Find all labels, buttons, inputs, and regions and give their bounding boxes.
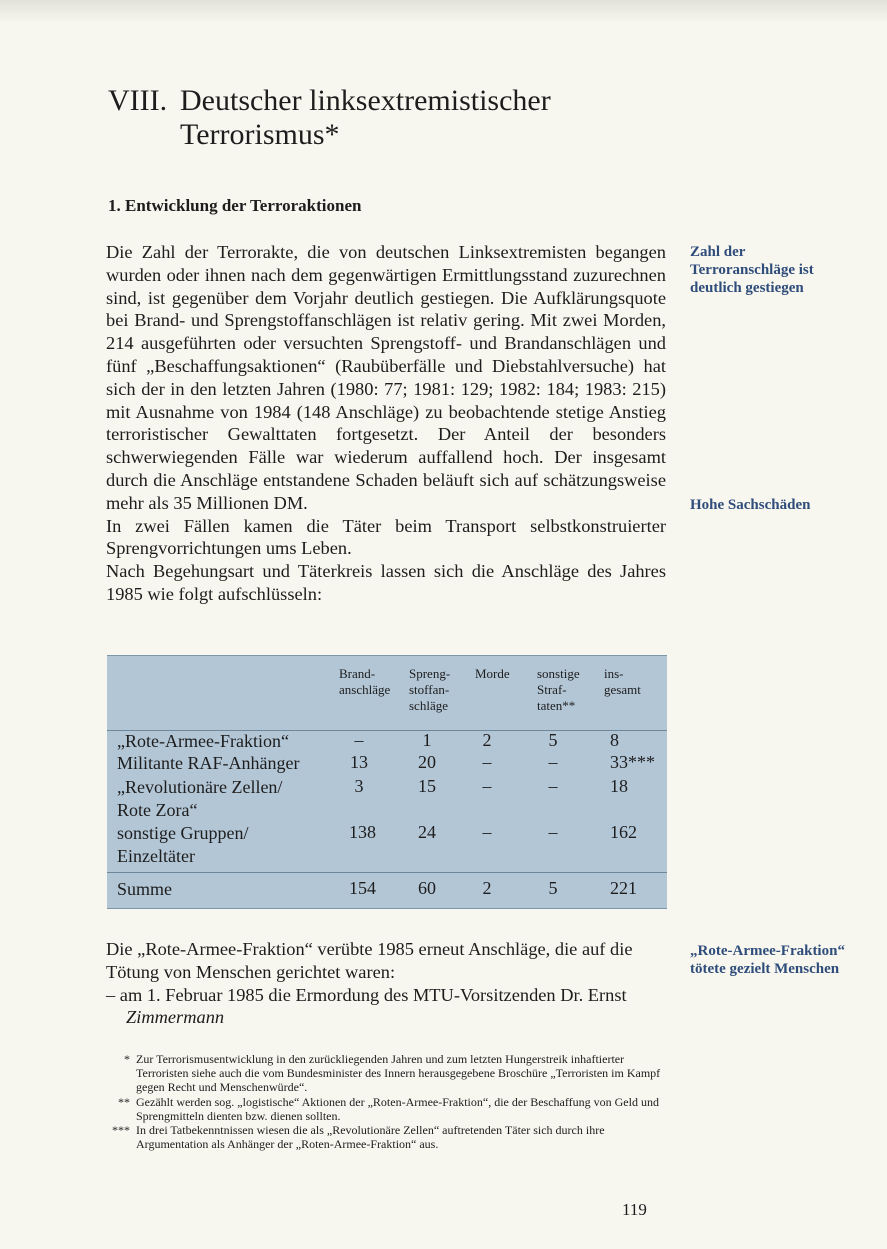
total-explosives: 60 <box>418 878 436 898</box>
cell-arson: 13 <box>350 752 368 772</box>
paragraph: Die Zahl der Terrorakte, die von deutschen Linksextremisten begangen wurden oder ihnen nach dem gegenwärtigen Ermittlungsstand zuzurechnen sind, ist gegenüber dem Vorjahr deutlich gestiegen. Die Aufklärungsquote bei Brand- und Sprengstoffanschlägen ist relativ gering. Mit zwei Morden, 214 ausgeführten oder versuchten Sprengstoff- und Brandanschlägen und fünf „Beschaffungsaktionen“ (Raubüberfälle und Diebstahlversuche) hat sich der in den letzten Jahren (1980: 77; 1981: 129; 1982: 184; 1983: 215) mit Ausnahme von 1984 (148 Anschläge) zu beobachtende stetige Anstieg terroristischer Gewalttaten fortgesetzt. Der Anteil der besonders schwerwiegenden Fälle war wiederum auffallend hoch. Der insgesamt durch die Anschläge entstandene Schaden beläuft sich auf schätzungsweise mehr als 35 Millionen DM. <box>106 242 666 513</box>
total-murders: 2 <box>482 878 492 898</box>
cell-explosives: 24 <box>418 822 436 842</box>
cell-other: – <box>548 776 558 796</box>
statistics-table <box>107 655 667 909</box>
cell-other: – <box>548 822 558 842</box>
cell-total: 18 <box>610 776 628 796</box>
raf-section-text <box>106 938 666 1029</box>
cell-explosives: 1 <box>422 730 432 750</box>
total-total: 221 <box>610 878 637 898</box>
footnote-text: In drei Tatbekenntnissen wiesen die als „Revolutionäre Zellen“ auftretenden Täter sich durch ihre Argumentation als Anhänger der „Roten-Armee-Fraktion“ aus. <box>136 1123 605 1152</box>
cell-other: – <box>548 752 558 772</box>
sidenote-damage: Hohe Sachschäden <box>690 497 811 513</box>
total-label: Summe <box>117 879 173 899</box>
list-item-text: – am 1. Februar 1985 die Ermordung des MTU-Vorsitzenden Dr. Ernst <box>106 984 627 1005</box>
page-number: 119 <box>622 1200 647 1219</box>
footnote-mark: ** <box>118 1094 130 1109</box>
column-header-other: sonstige Straf- taten** <box>537 666 580 713</box>
sidenote-terror-increase: Zahl der Terroranschläge ist deutlich gestiegen <box>690 244 814 296</box>
total-other: 5 <box>548 878 558 898</box>
cell-arson: – <box>354 730 364 750</box>
cell-other: 5 <box>548 730 558 750</box>
paragraph: Die „Rote-Armee-Fraktion“ verübte 1985 erneut Anschläge, die auf die Tötung von Menschen gerichtet waren: <box>106 939 633 982</box>
footnote <box>110 1123 666 1151</box>
footnote-text: Gezählt werden sog. „logistische“ Aktionen der „Roten-Armee-Fraktion“, die der Beschaffung von Geld und Sprengmitteln dienten bzw. dienen sollten. <box>136 1094 659 1123</box>
cell-total: 162 <box>610 822 637 842</box>
chapter-number: VIII. <box>108 84 168 117</box>
row-label: sonstige Gruppen/ Einzeltäter <box>117 823 249 866</box>
row-label: „Rote-Armee-Fraktion“ <box>117 731 289 751</box>
cell-total: 8 <box>610 730 619 750</box>
cell-arson: 3 <box>354 776 364 796</box>
sidenote-raf: „Rote-Armee-Fraktion“ tötete gezielt Menschen <box>690 943 845 977</box>
paragraph: In zwei Fällen kamen die Täter beim Transport selbstkonstruierter Sprengvorrichtungen ums Leben. <box>106 515 666 559</box>
page-top-shadow <box>0 0 887 24</box>
column-header-explosives: Spreng- stoffan- schläge <box>409 666 451 713</box>
row-label: Militante RAF-Anhänger <box>117 753 300 773</box>
column-header-murders: Morde <box>475 666 510 681</box>
footnote <box>110 1095 666 1123</box>
total-divider <box>107 872 667 873</box>
footnotes <box>110 1052 666 1151</box>
cell-explosives: 20 <box>418 752 436 772</box>
section-heading: 1. Entwicklung der Terroraktionen <box>108 196 362 215</box>
list-item <box>106 984 666 1030</box>
footnote <box>110 1052 666 1095</box>
cell-murders: – <box>482 822 492 842</box>
column-header-arson: Brand- anschläge <box>339 666 391 697</box>
body-text <box>106 241 666 606</box>
footnote-mark: * <box>124 1052 130 1066</box>
total-arson: 154 <box>349 878 376 898</box>
cell-murders: – <box>482 776 492 796</box>
cell-murders: 2 <box>482 730 492 750</box>
cell-total: 33*** <box>610 752 655 772</box>
footnote-mark: *** <box>112 1123 130 1138</box>
paragraph: Nach Begehungsart und Täterkreis lassen sich die Anschläge des Jahres 1985 wie folgt aufschlüsseln: <box>106 561 666 604</box>
row-label: „Revolutionäre Zellen/ Rote Zora“ <box>117 777 283 820</box>
victim-name: Zimmermann <box>126 1007 225 1028</box>
column-header-total: ins- gesamt <box>604 666 641 697</box>
chapter-title: Deutscher linksextremistischer Terrorismus* <box>180 84 551 151</box>
cell-arson: 138 <box>349 822 376 842</box>
cell-explosives: 15 <box>418 776 436 796</box>
cell-murders: – <box>482 752 492 772</box>
footnote-text: Zur Terrorismusentwicklung in den zurückliegenden Jahren und zum letzten Hungerstreik inhaftierter Terroristen siehe auch die vom Bundesminister des Innern herausgegebene Broschüre „Terroristen im Kampf gegen Recht und Menschenwürde“. <box>136 1052 661 1095</box>
